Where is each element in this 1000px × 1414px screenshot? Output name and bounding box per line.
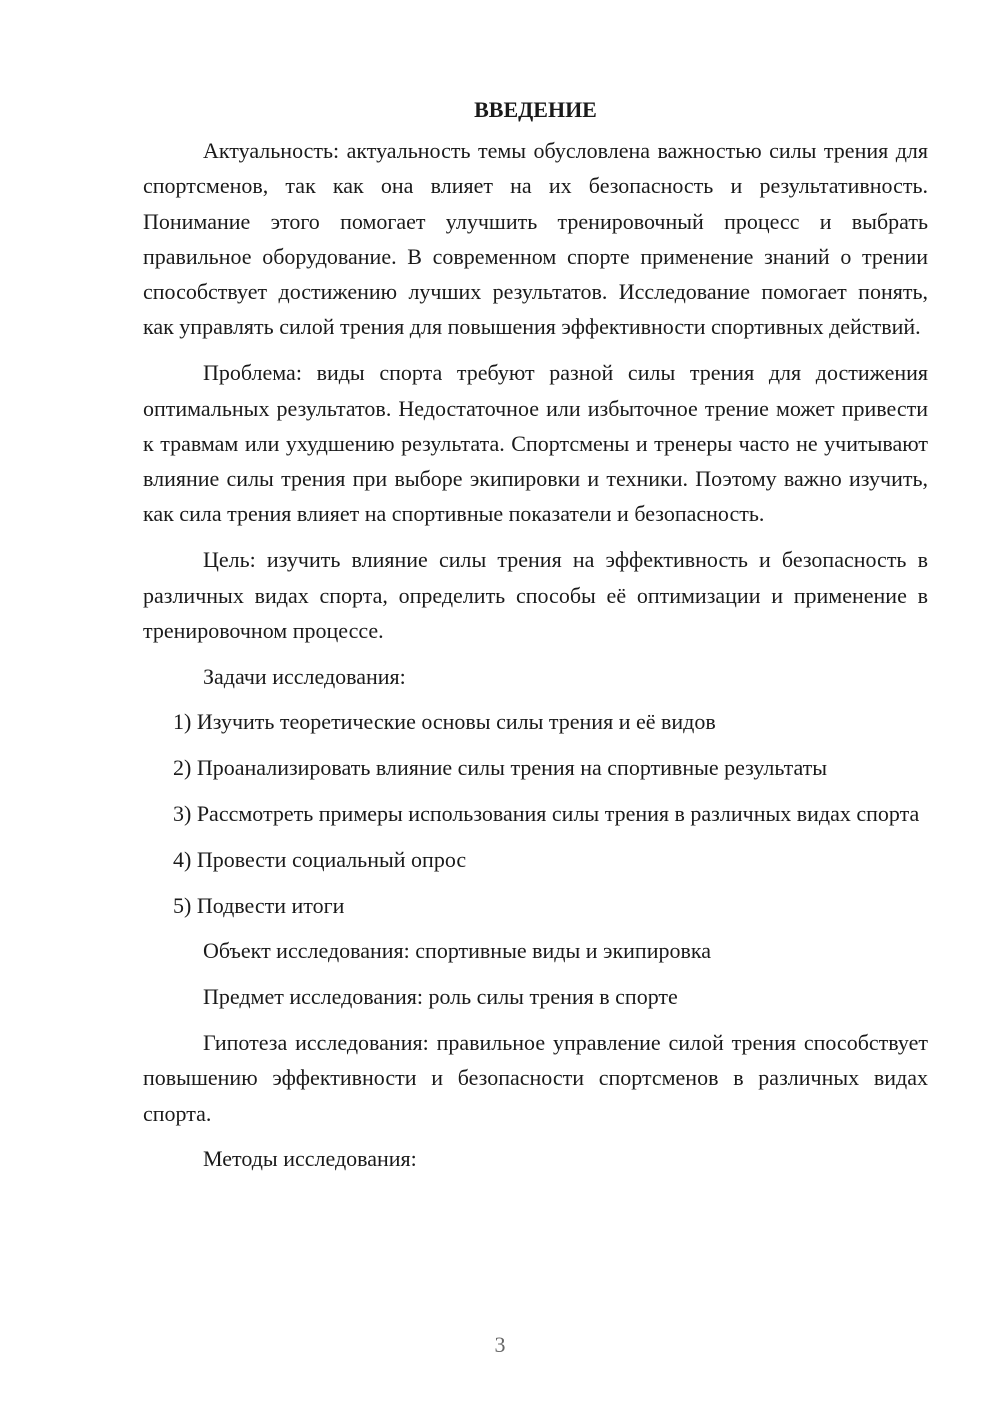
- tasks-heading: Задачи исследования:: [203, 663, 406, 689]
- section-title: ВВЕДЕНИЕ: [474, 97, 597, 122]
- task-item: 5) Подвести итоги: [173, 892, 345, 918]
- object-paragraph: Объект исследования: спортивные виды и экипировка: [203, 938, 711, 964]
- page-number: 3: [494, 1332, 506, 1357]
- task-item: 4) Провести социальный опрос: [173, 846, 467, 872]
- hypothesis-paragraph: Гипотеза исследования: правильное управление силой трения способствует повышению эффективности и безопасности спортсменов в различных видах спорта.: [143, 1030, 928, 1126]
- problem-paragraph: Проблема: виды спорта требуют разной силы трения для достижения оптимальных результатов. Недостаточное или избыточное трение может привести к травмам или ухудшению результата. Спортсмены и тренеры часто не учитывают влияние силы трения при выборе экипировки и техники. Поэтому важно изучить, как сила трения влияет на спортивные показатели и безопасность.: [143, 360, 928, 527]
- task-item: 3) Рассмотреть примеры использования силы трения в различных видах спорта: [173, 801, 920, 827]
- document-page: [143, 92, 928, 1187]
- methods-heading: Методы исследования:: [203, 1146, 417, 1172]
- tasks-list: [143, 704, 928, 922]
- subject-paragraph: Предмет исследования: роль силы трения в спорте: [203, 984, 678, 1010]
- task-item: 1) Изучить теоретические основы силы трения и её видов: [173, 709, 716, 735]
- goal-paragraph: Цель: изучить влияние силы трения на эффективность и безопасность в различных видах спорта, определить способы её оптимизации и применение в тренировочном процессе.: [143, 547, 928, 643]
- task-item: 2) Проанализировать влияние силы трения на спортивные результаты: [173, 755, 828, 781]
- relevance-paragraph: Актуальность: актуальность темы обусловлена важностью силы трения для спортсменов, так как она влияет на их безопасность и результативность. Понимание этого помогает улучшить тренировочный процесс и выбрать правильное оборудование. В современном спорте применение знаний о трении способствует достижению лучших результатов. Исследование помогает понять, как управлять силой трения для повышения эффективности спортивных действий.: [143, 138, 928, 340]
